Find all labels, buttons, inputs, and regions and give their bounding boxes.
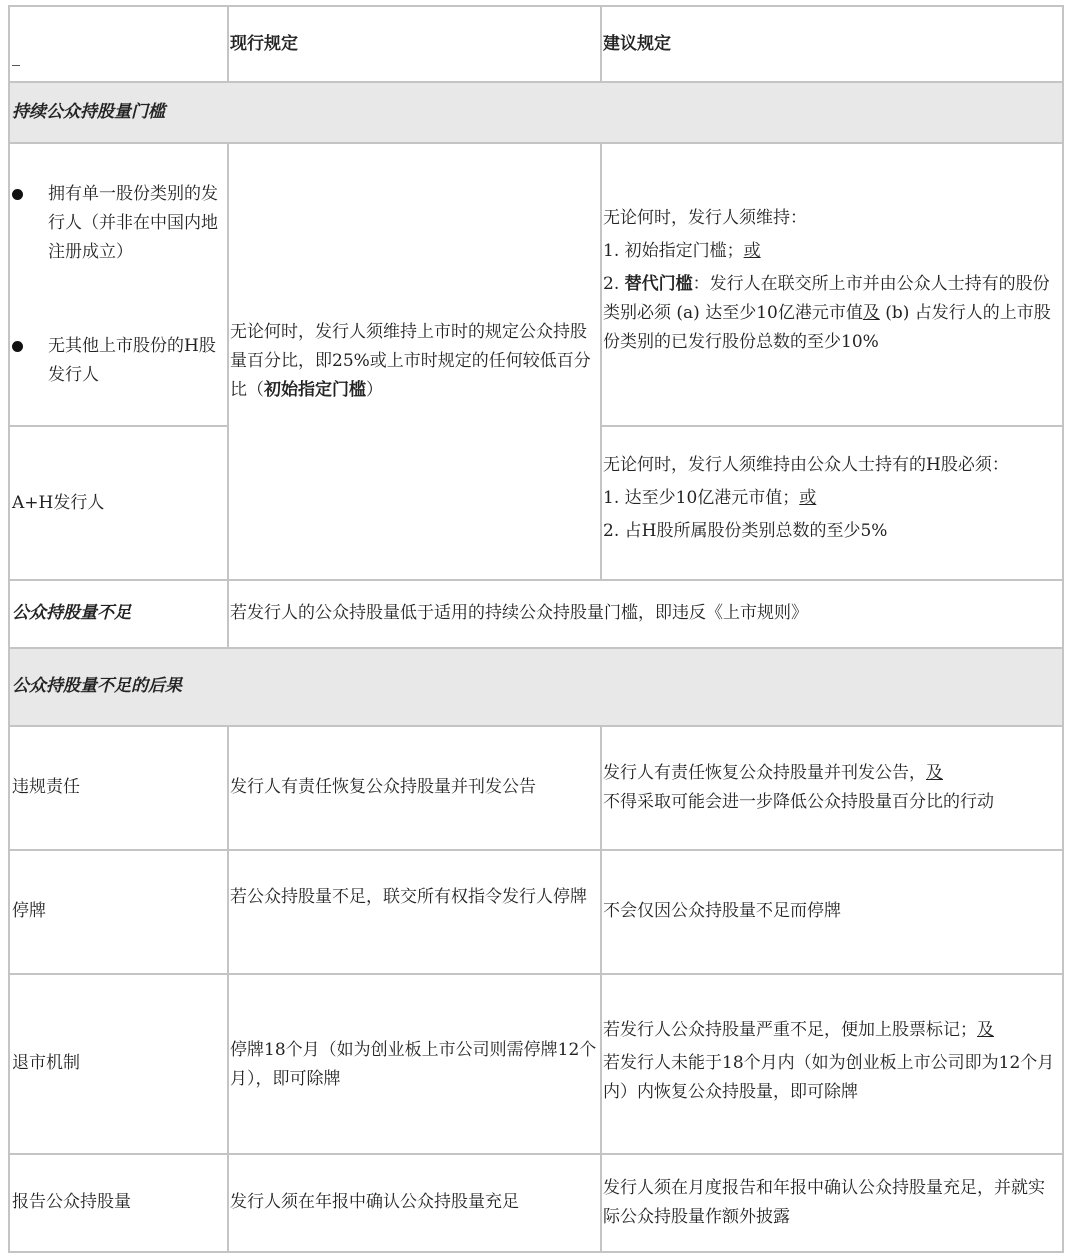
row-label-liability: 违规责任 [12,777,80,797]
proposed-item-2 [603,270,1060,357]
proposed-ah-item-1 [603,484,1060,513]
header-empty-marker [12,65,20,66]
proposed-rule-reporting: 发行人须在月度报告和年报中确认公众持股量充足，并就实际公众持股量作额外披露 [603,1178,1045,1227]
proposed-rule-delisting [603,1016,1060,1107]
current-rule-reporting: 发行人须在年报中确认公众持股量充足 [230,1192,519,1212]
conjunction-and: 及 [926,763,943,783]
conjunction-and: 及 [977,1020,994,1040]
bullet-icon [12,189,23,200]
proposed-rule-liability [603,759,1060,817]
column-divider [600,5,602,83]
proposed-rule-threshold [603,204,1060,361]
column-divider [600,725,602,1253]
issuer-type-a-plus-h: A+H发行人 [12,493,105,513]
proposed-item-2-text-a: ：发行人在联交所上市并由公众人士持有的股份类别必须 (a) 达至少10亿港元市值 [603,274,1050,323]
row-label-insufficient-float: 公众持股量不足 [12,603,131,623]
conjunction-or: 或 [743,241,761,261]
row-divider [8,579,1064,581]
proposed-rule-a-plus-h [603,451,1060,550]
insufficient-float-description: 若发行人的公众持股量低于适用的持续公众持股量门槛，即违反《上市规则》 [230,603,808,623]
row-divider [8,849,1064,851]
proposed-delisting-text-1: 若发行人公众持股量严重不足，便加上股票标记； [603,1020,977,1040]
current-rule-liability: 发行人有责任恢复公众持股量并刊发公告 [230,777,536,797]
section-title-threshold: 持续公众持股量门槛 [12,102,165,122]
proposed-item-2-text-b: (b) 占发行人的上市股份类别的已发行股份总数的至少10% [603,303,1051,352]
conjunction-or: 或 [799,488,817,508]
proposed-item-1 [603,237,1060,266]
proposed-liability-text: 发行人有责任恢复公众持股量并刊发公告， [603,763,926,783]
proposed-delisting-line-1 [603,1016,1060,1045]
proposed-ah-intro: 无论何时，发行人须维持由公众人士持有的H股必须： [603,455,1009,475]
table-border-bottom [8,1251,1064,1253]
table-border-left [8,5,10,1253]
initial-threshold-term: 初始指定门槛 [264,380,366,400]
current-rule-suspension: 若公众持股量不足，联交所有权指令发行人停牌 [230,887,587,907]
header-current-rules: 现行规定 [230,34,298,54]
row-divider [600,425,1064,427]
row-label-delisting: 退市机制 [12,1053,80,1073]
current-rule-text: 无论何时，发行人须维持上市时的规定公众持股量百分比，即25%或上市时规定的任何较低百分比（ [230,322,591,400]
proposed-rule-suspension: 不会仅因公众持股量不足而停牌 [603,901,841,921]
table-border-right [1062,5,1064,1253]
row-label-reporting: 报告公众持股量 [12,1192,131,1212]
current-rule-delisting: 停牌18个月（如为创业板上市公司则需停牌12个月），即可除牌 [230,1040,597,1089]
row-divider [8,81,1064,83]
conjunction-and: 及 [862,303,880,323]
proposed-delisting-line-2: 若发行人未能于18个月内（如为创业板上市公司即为12个月内）内恢复公众持股量，即可除牌 [603,1053,1055,1102]
section-title-consequences: 公众持股量不足的后果 [12,676,182,696]
proposed-item-2-number: 2. [603,274,625,294]
proposed-liability-line-2: 不得采取可能会进一步降低公众持股量百分比的行动 [603,792,994,812]
proposed-ah-item-2: 2. 占H股所属股份类别总数的至少5% [603,521,888,541]
column-divider [227,142,229,649]
proposed-liability-line-1 [603,759,1060,788]
row-divider [8,973,1064,975]
section-band-threshold [8,82,1063,142]
row-divider [8,647,1064,649]
current-rule-threshold [230,318,600,405]
proposed-ah-item-1-text: 1. 达至少10亿港元市值； [603,488,800,508]
issuer-type-single-class: 拥有单一股份类别的发行人（并非在中国内地注册成立） [48,184,218,262]
column-divider [227,725,229,1253]
table-border-top [8,5,1064,7]
issuer-type-h-share: 无其他上市股份的H股发行人 [48,336,216,385]
alternative-threshold-term: 替代门槛 [624,274,693,294]
row-label-suspension: 停牌 [12,901,46,921]
row-divider [8,725,1064,727]
proposed-item-1-text: 1. 初始指定门槛； [603,241,744,261]
row-divider [8,142,1064,144]
current-rule-close: ） [366,380,383,400]
header-proposed-rules: 建议规定 [603,34,671,54]
column-divider [600,142,602,581]
proposed-intro: 无论何时，发行人须维持： [603,208,807,228]
bullet-icon [12,341,23,352]
row-divider [8,425,228,427]
row-divider [8,1153,1064,1155]
column-divider [227,5,229,83]
